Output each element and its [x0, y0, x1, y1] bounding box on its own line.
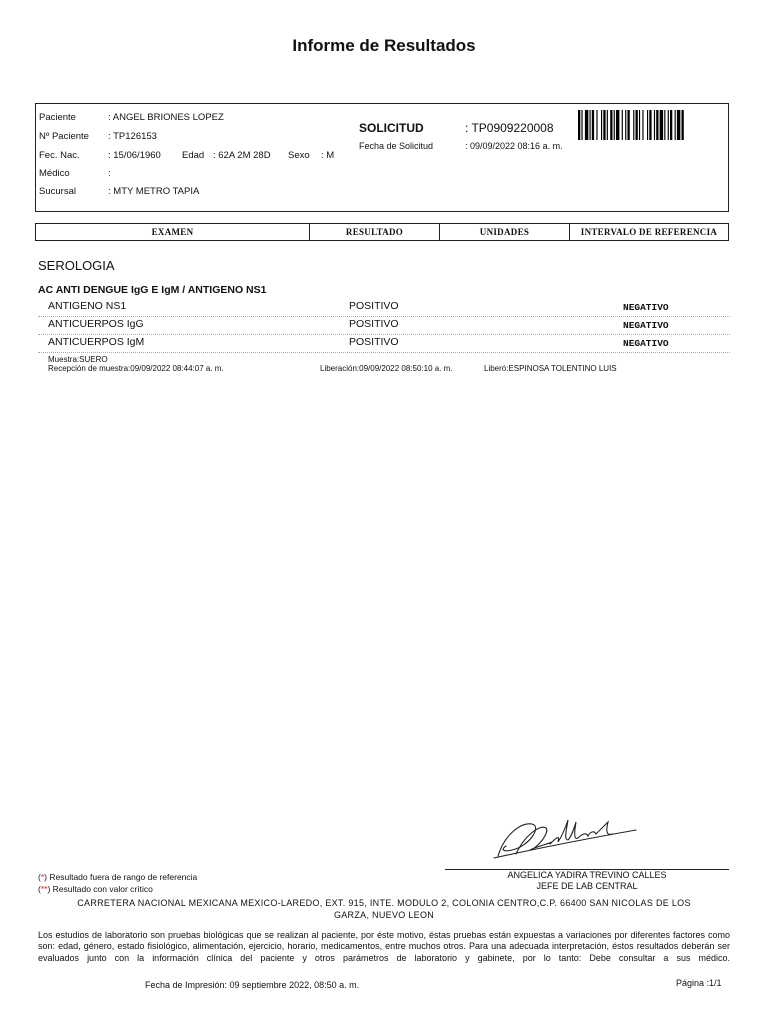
signer-name: ANGELICA YADIRA TREVINO CALLES: [507, 870, 667, 880]
table-row: [38, 299, 730, 317]
address-line-1: CARRETERA NACIONAL MEXICANA MEXICO-LAREDO, EXT. 915, INTE. MODULO 2, COLONIA CENTRO,C.P. 66400 SAN NICOLAS DE LOS: [77, 898, 691, 908]
patient-age: : 62A 2M 28D: [213, 150, 271, 161]
branch-label: Sucursal: [39, 186, 76, 197]
test-group-title: AC ANTI DENGUE IgG E IgM / ANTIGENO NS1: [38, 284, 267, 296]
barcode-image: [578, 110, 715, 140]
lab-address: [38, 897, 730, 921]
table-row: [38, 317, 730, 335]
legend-critical: (**) Resultado con valor crítico: [38, 884, 153, 894]
request-number: : TP0909220008: [465, 121, 554, 135]
section-title: SEROLOGIA: [38, 258, 115, 273]
legend-text: Resultado fuera de rango de referencia: [47, 872, 198, 882]
patient-number: : TP126153: [108, 131, 157, 142]
page-number: Página :1/1: [676, 978, 722, 988]
sex-label: Sexo: [288, 150, 310, 161]
signer-role: JEFE DE LAB CENTRAL: [536, 881, 638, 891]
age-label: Edad: [182, 150, 205, 161]
request-date: : 09/09/2022 08:16 a. m.: [465, 141, 563, 151]
dob-label: Fec. Nac.: [39, 150, 80, 161]
table-row: [38, 335, 730, 353]
patient-doctor: :: [108, 168, 111, 179]
sample-reception: Recepción de muestra:09/09/2022 08:44:07 a. m.: [48, 364, 224, 373]
header-reference: INTERVALO DE REFERENCIA: [580, 227, 718, 237]
print-date: Fecha de Impresión: 09 septiembre 2022, 08:50 a. m.: [145, 980, 360, 990]
legend-mark: **: [40, 884, 48, 894]
exam-name: ANTIGENO NS1: [48, 300, 127, 312]
results-table-header: [35, 223, 729, 241]
legend-out-of-range: (*) Resultado fuera de rango de referencia: [38, 872, 198, 882]
patient-branch: : MTY METRO TAPIA: [108, 186, 200, 197]
sample-type: Muestra:SUERO: [48, 355, 108, 364]
exam-reference: NEGATIVO: [623, 320, 669, 331]
exam-name: ANTICUERPOS IgG: [48, 318, 144, 330]
legend-mark: *: [40, 872, 45, 882]
exam-name: ANTICUERPOS IgM: [48, 336, 145, 348]
patient-name-label: Paciente: [39, 112, 76, 123]
legend-text: Resultado con valor crítico: [50, 884, 153, 894]
request-title: SOLICITUD: [359, 121, 424, 135]
sample-release: Liberación:09/09/2022 08:50:10 a. m.: [320, 364, 453, 373]
report-title: Informe de Resultados: [292, 36, 476, 55]
exam-result: POSITIVO: [349, 300, 399, 312]
disclaimer-text: Los estudios de laboratorio son pruebas biológicas que se realizan al paciente, por éste motivo, éstas pruebas están expuestas a variaciones por diferentes factores como son: edad, género, estado fisiológico, alimentación, ejercicio, horario, medicamentos, entre muchos otros. Para una adecuada interpretación, éstos resultados deberán ser evaluados junto con la información clínica del paciente y otros parámetros de laboratorio y gabinete, por lo tanto: Debe consultar a sus médico.: [38, 930, 730, 963]
exam-result: POSITIVO: [349, 336, 399, 348]
sample-released-by: Liberó:ESPINOSA TOLENTINO LUIS: [484, 364, 617, 373]
header-result: RESULTADO: [310, 224, 440, 240]
exam-reference: NEGATIVO: [623, 302, 669, 313]
exam-reference: NEGATIVO: [623, 338, 669, 349]
header-units: UNIDADES: [440, 224, 570, 240]
doctor-label: Médico: [39, 168, 70, 179]
address-line-2: GARZA, NUEVO LEON: [333, 910, 435, 920]
request-date-label: Fecha de Solicitud: [359, 141, 434, 151]
patient-sex: : M: [321, 150, 335, 161]
header-exam: EXAMEN: [36, 224, 310, 240]
signature-image: [490, 806, 640, 864]
patient-name: : ANGEL BRIONES LOPEZ: [108, 112, 224, 123]
patient-dob: : 15/06/1960: [108, 150, 161, 161]
exam-result: POSITIVO: [349, 318, 399, 330]
patient-number-label: Nº Paciente: [39, 131, 89, 142]
